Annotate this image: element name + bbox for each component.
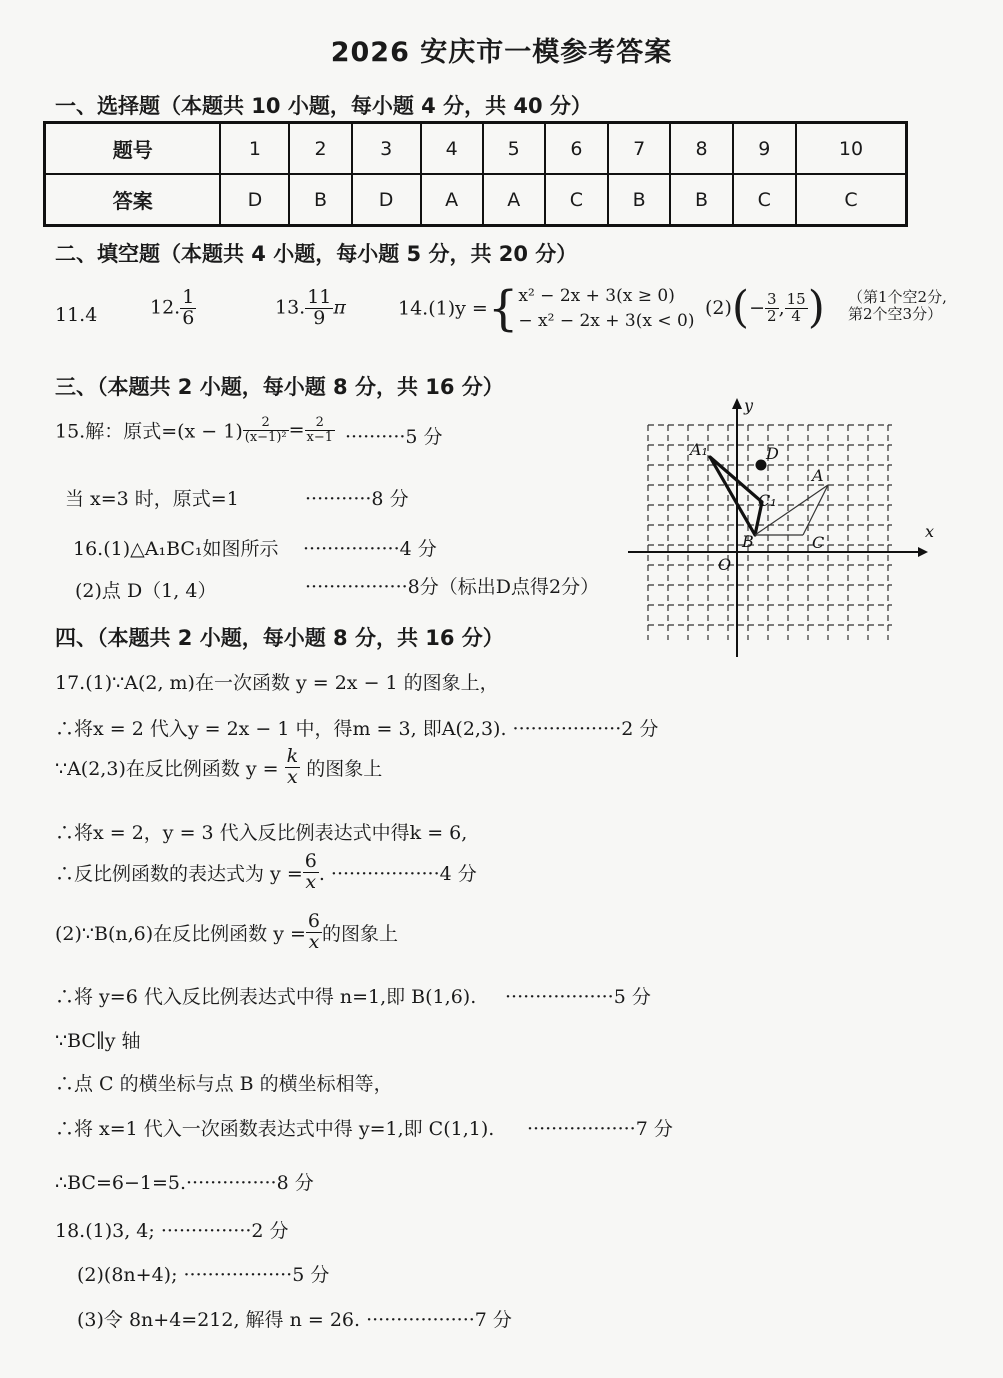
point-d	[756, 460, 767, 471]
table-cell: A	[421, 174, 483, 226]
q16-line2: (2)点 D（1, 4）	[75, 580, 217, 602]
q17-l3-den: x	[287, 765, 298, 788]
paren-close: )	[807, 282, 825, 333]
q15-score2: ···········8 分	[305, 488, 409, 510]
q17-line9: ∴点 C 的横坐标与点 B 的横坐标相等，	[55, 1073, 393, 1095]
q12-num: 1	[182, 286, 195, 308]
section4-heading: 四、（本题共 2 小题，每小题 8 分，共 16 分）	[55, 626, 504, 650]
q17-l6-frac	[306, 912, 322, 953]
q18-line3: (3)令 8n+4=212, 解得 n = 26. ··················7 分	[77, 1309, 512, 1331]
q17-line10: ∴将 x=1 代入一次函数表达式中得 y=1,即 C(1,1).	[55, 1118, 495, 1140]
comma: ,	[778, 297, 785, 319]
q14-frac2	[785, 289, 808, 325]
table-cell: 10	[796, 123, 907, 175]
table-row-numbers	[45, 123, 907, 175]
q15-line1	[55, 416, 335, 444]
q13-prefix: 13.	[275, 296, 306, 319]
table-cell: B	[670, 174, 732, 226]
table-cell: C	[796, 174, 907, 226]
table-cell: 3	[352, 123, 421, 175]
q17-line4: ∴将x = 2，y = 3 代入反比例表达式中得k = 6,	[55, 822, 468, 844]
q18-line2: (2)(8n+4); ··················5 分	[77, 1264, 330, 1286]
q17-l6-end: 的图象上	[321, 922, 398, 945]
q17-l3-start: ∵A(2,3)在反比例函数 y =	[55, 757, 279, 780]
q13-suffix: π	[333, 296, 346, 319]
label-b: B	[742, 532, 754, 551]
table-cell: B	[289, 174, 351, 226]
segment-a-c	[803, 485, 828, 535]
table-row-answers	[45, 174, 907, 226]
q17-l6-num: 6	[307, 910, 320, 932]
label-c1: C₁	[758, 491, 777, 510]
q15-line2: 当 x=3 时，原式=1	[65, 488, 239, 510]
q12-fraction	[180, 288, 196, 329]
q12-prefix: 12.	[150, 296, 181, 319]
q17-line7: ∴将 y=6 代入反比例表达式中得 n=1,即 B(1,6).	[55, 986, 477, 1008]
q17-line8: ∵BC∥y 轴	[55, 1030, 141, 1052]
q14-frac1	[765, 289, 779, 325]
q15-frac1	[243, 416, 289, 444]
table-cell: C	[733, 174, 796, 226]
q17-l5-start: ∴反比例函数的表达式为 y =	[55, 862, 303, 885]
q14-num1: 3	[767, 289, 777, 308]
answer-13	[275, 288, 346, 329]
q12-den: 6	[182, 306, 195, 329]
table-cell: 1	[220, 123, 289, 175]
q13-num: 11	[307, 286, 332, 308]
q15-f1-num: 2	[243, 416, 289, 431]
y-axis-label: y	[744, 396, 754, 415]
paren-open: (	[731, 282, 750, 333]
brace-glyph: {	[487, 280, 519, 337]
q14-cases	[518, 284, 694, 333]
label-d: D	[766, 444, 779, 463]
q14-note	[848, 289, 947, 322]
table-cell: 6	[545, 123, 608, 175]
table-cell: 5	[483, 123, 545, 175]
q17-line11: ∴BC=6−1=5.···············8 分	[55, 1172, 314, 1194]
q17-line2: ∴将x = 2 代入y = 2x − 1 中，得m = 3, 即A(2,3). ··················2 分	[55, 718, 659, 740]
table-cell: D	[220, 174, 289, 226]
q15-eq: =	[288, 419, 305, 442]
q15-start: 15.解：原式=(x − 1)	[55, 420, 243, 443]
x-axis-arrow	[918, 547, 928, 557]
q15-score1: ··········5 分	[345, 426, 443, 448]
q16-line1: 16.(1)△A₁BC₁如图所示	[73, 538, 279, 560]
q17-line3	[55, 747, 382, 788]
section2-heading: 二、填空题（本题共 4 小题，每小题 5 分，共 20 分）	[55, 242, 578, 266]
table-cell: B	[608, 174, 670, 226]
q17-l3-frac	[285, 747, 301, 788]
q14-case1: x² − 2x + 3(x ≥ 0)	[518, 286, 675, 306]
q14-part2-label: (2)	[705, 297, 732, 319]
answer-12	[150, 288, 196, 329]
table-cell: 7	[608, 123, 670, 175]
q14-note-line2: 第2个空3分）	[848, 304, 943, 323]
table-cell: D	[352, 174, 421, 226]
table-cell: 2	[289, 123, 351, 175]
q17-l5-den: x	[305, 870, 317, 893]
q15-f1-den: (x−1)²	[244, 429, 287, 445]
q14-den2: 4	[791, 306, 801, 325]
answer-14-part1	[398, 280, 695, 337]
q17-l5-num: 6	[304, 850, 317, 872]
q17-l3-end: 的图象上	[306, 757, 383, 780]
coordinate-graph	[620, 395, 940, 660]
table-cell: 8	[670, 123, 732, 175]
table-cell: C	[545, 174, 608, 226]
origin-label: O	[718, 555, 732, 574]
section3-heading: 三、（本题共 2 小题，每小题 8 分，共 16 分）	[55, 375, 504, 399]
q14-note-line1: （第1个空2分,	[848, 288, 947, 306]
y-axis-arrow	[732, 398, 742, 409]
table-cell: 9	[733, 123, 796, 175]
q15-f2-den: x−1	[306, 429, 334, 445]
q17-line1: 17.(1)∵A(2, m)在一次函数 y = 2x − 1 的图象上，	[55, 672, 499, 694]
q17-line5	[55, 852, 477, 893]
label-a: A	[812, 466, 824, 485]
q14-prefix: 14.(1)y =	[398, 297, 488, 320]
q17-l3-num: k	[286, 745, 299, 767]
table-cell: A	[483, 174, 545, 226]
label-c: C	[812, 533, 825, 552]
q15-f2-num: 2	[305, 416, 336, 431]
q17-l6-den: x	[308, 930, 320, 953]
q14-num2: 15	[786, 289, 806, 308]
answer-14-part2	[705, 282, 825, 333]
page-title: 2026 安庆市一模参考答案	[330, 37, 673, 68]
q17-line6	[55, 912, 398, 953]
answer-table	[43, 121, 908, 227]
q14-neg: −	[749, 297, 766, 319]
section1-heading: 一、选择题（本题共 10 小题，每小题 4 分，共 40 分）	[55, 94, 592, 118]
q18-line1: 18.(1)3, 4; ···············2 分	[55, 1220, 289, 1242]
q13-den: 9	[313, 306, 326, 329]
table-cell: 4	[421, 123, 483, 175]
x-axis-label: x	[925, 522, 935, 541]
q17-line10-score: ··················7 分	[527, 1118, 673, 1140]
q14-case2: − x² − 2x + 3(x < 0)	[518, 310, 695, 331]
q14-den1: 2	[767, 306, 777, 325]
answer-11: 11.4	[55, 304, 98, 326]
q17-line7-score: ··················5 分	[505, 986, 651, 1008]
q15-frac2	[305, 416, 336, 444]
q16-score2: ·················8分（标出D点得2分）	[305, 576, 600, 598]
q17-l5-frac	[303, 852, 319, 893]
row-answer-label: 答案	[45, 174, 221, 226]
label-a1: A₁	[690, 440, 708, 459]
q16-score1: ················4 分	[303, 538, 437, 560]
q13-fraction	[305, 288, 333, 329]
row-header-label: 题号	[45, 123, 221, 175]
q17-l6-start: (2)∵B(n,6)在反比例函数 y =	[55, 922, 306, 945]
q17-l5-end: . ··················4 分	[318, 862, 477, 885]
